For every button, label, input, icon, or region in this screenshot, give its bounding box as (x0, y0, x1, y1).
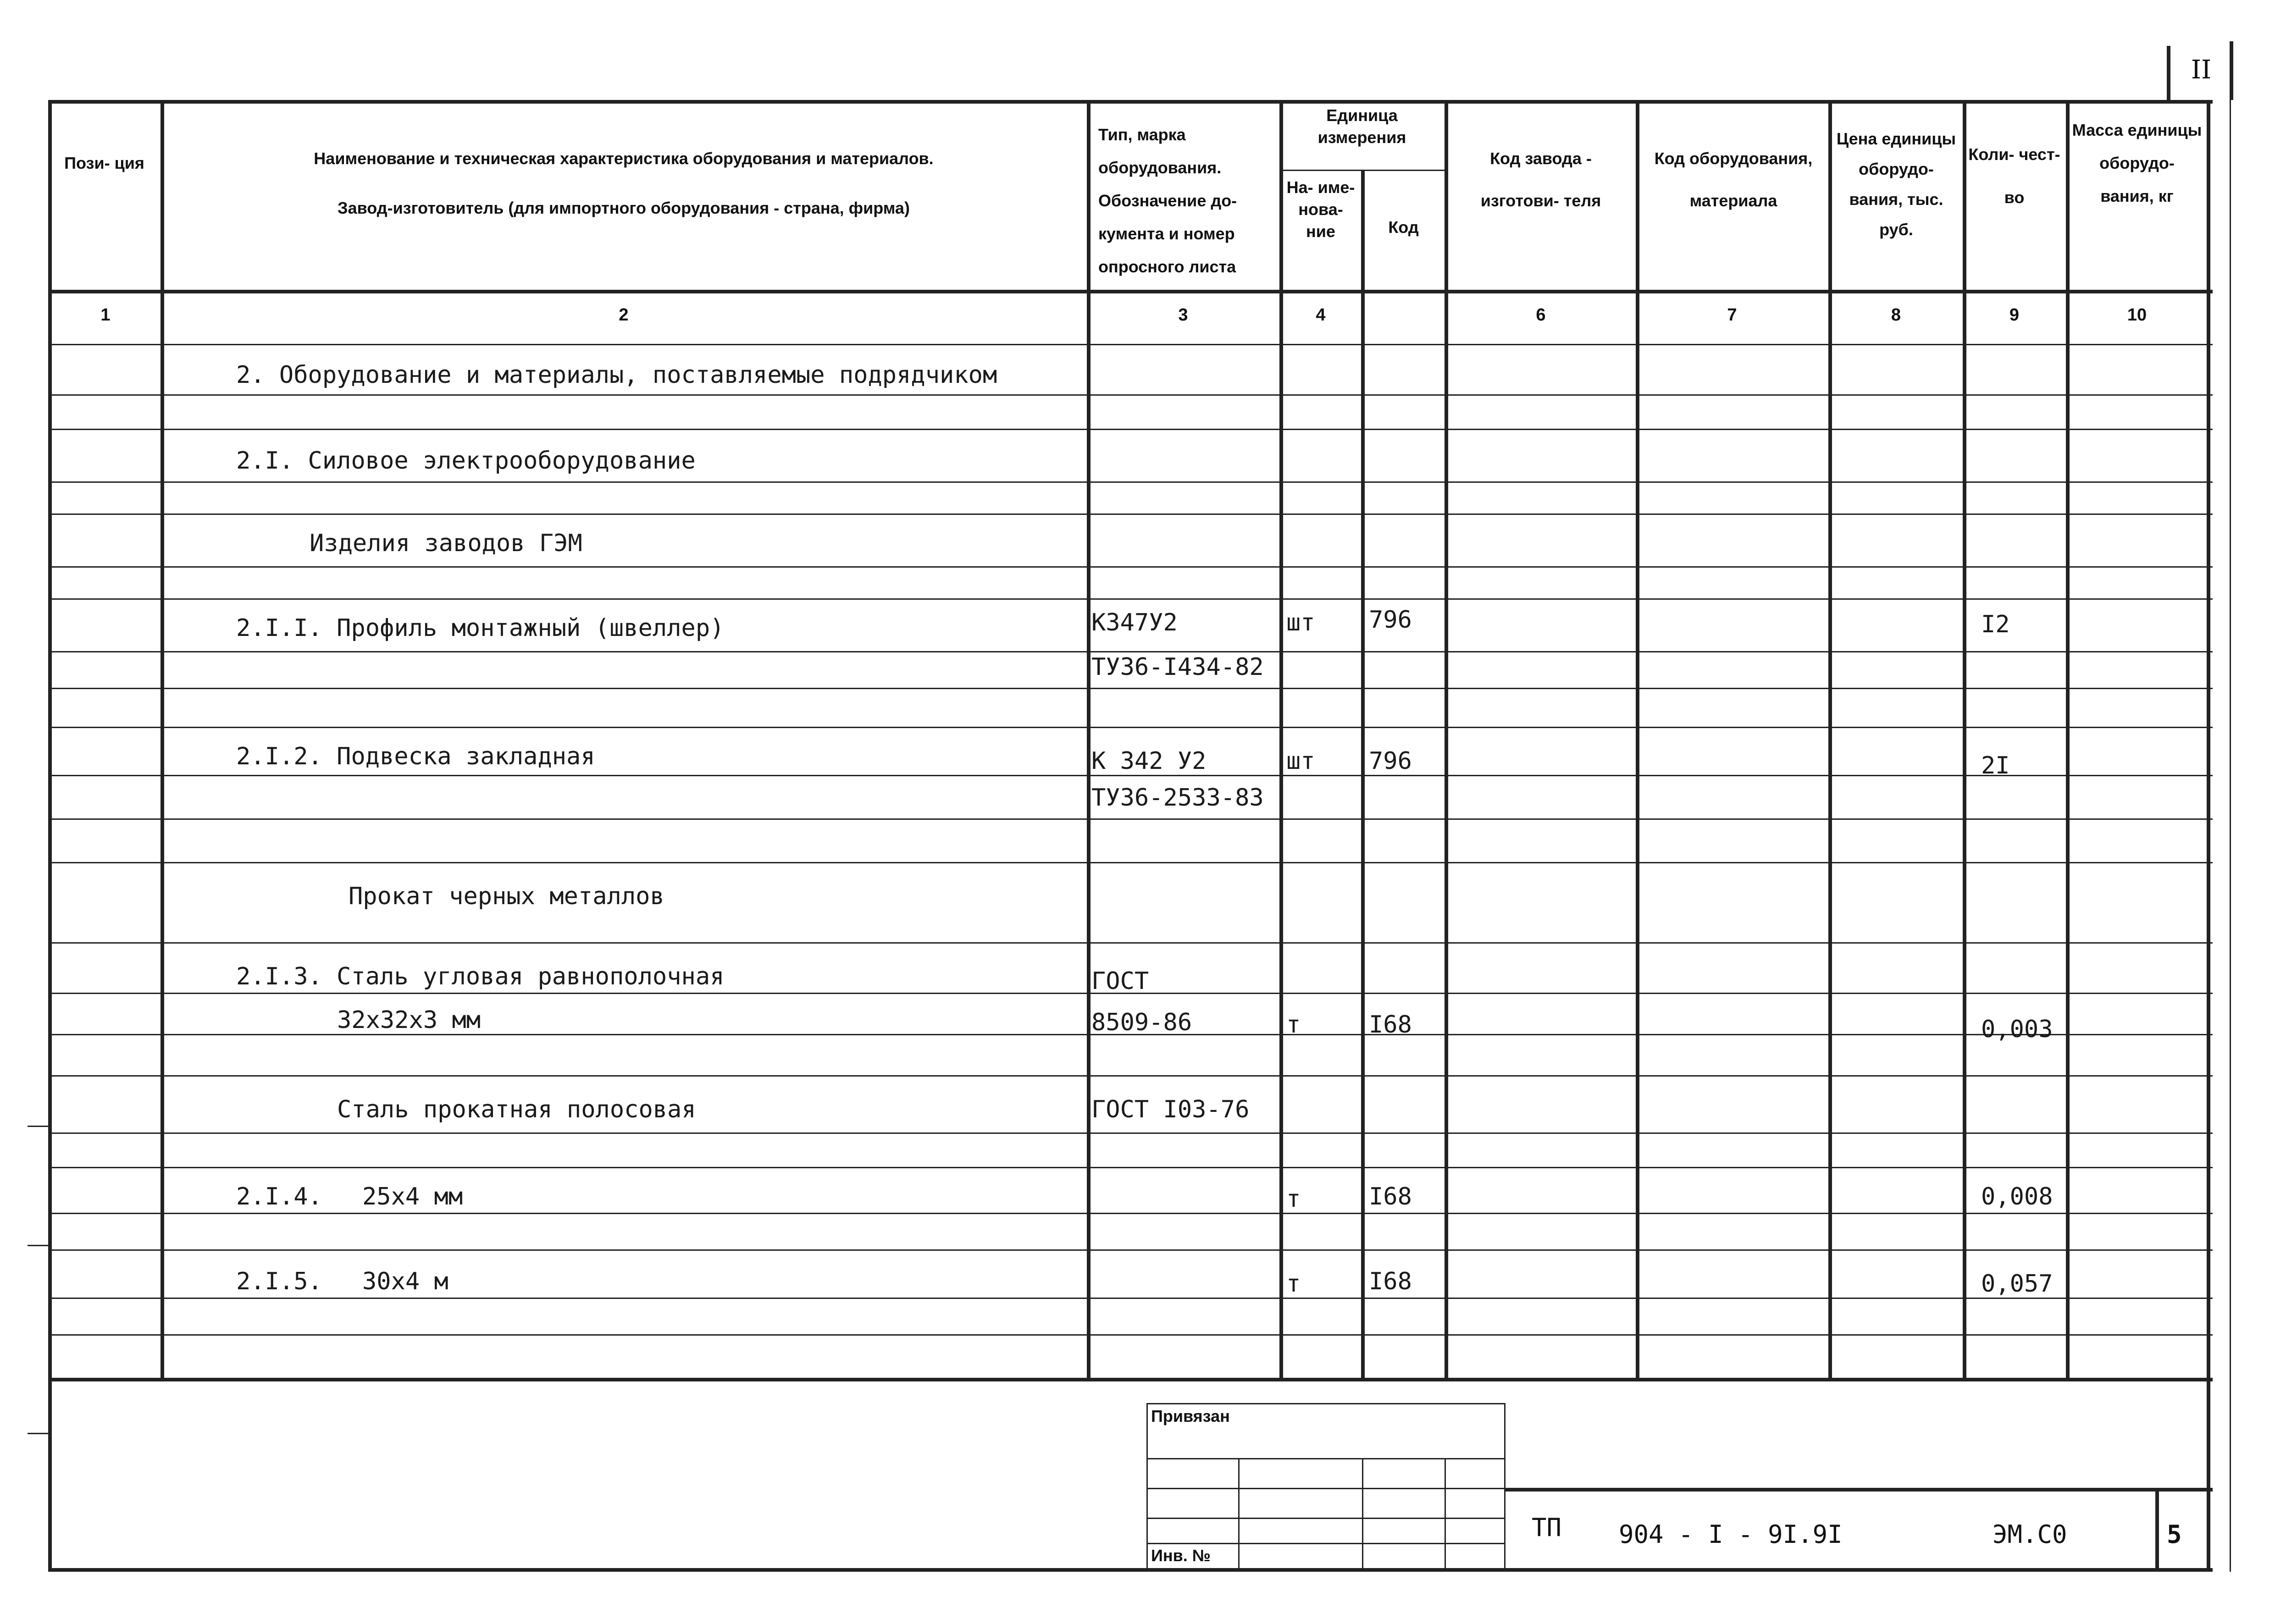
header-unit-group: Единица измерения (1317, 106, 1406, 147)
item-2-1-2-type: К 342 У2 (1091, 747, 1207, 775)
group-heading-gzm: Изделия заводов ГЭМ (310, 530, 582, 557)
header-quantity: Коли- чест- во (1968, 145, 2060, 207)
subsection-title: 2.I. Силовое электрооборудование (236, 447, 696, 475)
item-2-1-1-qty: I2 (1981, 611, 2010, 638)
header-unit-name: На- име- нова- ние (1286, 178, 1355, 241)
sheet-number: 5 (2167, 1520, 2182, 1549)
item-2-1-3-qty: 0,003 (1981, 1016, 2053, 1043)
col-number-7: 7 (1727, 305, 1737, 325)
col-number-9: 9 (2009, 305, 2020, 325)
item-2-1-2-doc: ТУ36-2533-83 (1091, 784, 1264, 812)
header-unit-code: Код (1388, 218, 1419, 237)
header-name-line2: Завод-изготовитель (для импортного оборудования - страна, фирма) (338, 199, 910, 217)
item-2-1-5-unit: т (1286, 1270, 1301, 1298)
item-2-1-5-code: I68 (1369, 1268, 1412, 1295)
item-2-1-1-doc: ТУ36-I434-82 (1091, 653, 1264, 681)
item-2-1-2-name: 2.I.2. Подвеска закладная (236, 743, 595, 770)
stamp-privyazan: Привязан (1151, 1407, 1230, 1425)
item-2-1-3-unit: т (1286, 1011, 1301, 1038)
item-2-1-2-code: 796 (1369, 747, 1412, 775)
sheet-label: II (2191, 55, 2212, 85)
header-mass: Масса единицы оборудо- вания, кг (2072, 121, 2202, 205)
item-2-1-1-type: К347У2 (1091, 609, 1178, 636)
header-equipment-code: Код оборудования, материала (1654, 149, 1813, 210)
group-heading-polos: Сталь прокатная полосовая (337, 1096, 696, 1123)
col-number-8: 8 (1891, 305, 1901, 325)
col-number-1: 1 (100, 305, 111, 325)
col-number-6: 6 (1536, 305, 1546, 325)
header-price: Цена единицы оборудо- вания, тыс. руб. (1836, 129, 1956, 239)
group-heading-polos-doc: ГОСТ I03-76 (1091, 1096, 1250, 1123)
item-2-1-3-name: 2.I.3. Сталь угловая равнополочная (236, 963, 725, 990)
header-position: Пози- ция (64, 154, 144, 172)
item-2-1-1-name: 2.I.I. Профиль монтажный (швеллер) (236, 614, 725, 642)
item-2-1-5-name: 30x4 м (362, 1268, 448, 1295)
item-2-1-4-code: I68 (1369, 1183, 1412, 1210)
header-type: Тип, марка оборудования. Обозначение до- кумента и номер опросного листа (1098, 125, 1237, 276)
doc-code-prefix: ТП (1532, 1513, 1562, 1542)
item-2-1-5-qty: 0,057 (1981, 1270, 2053, 1298)
item-2-1-1-unit: шт (1286, 609, 1315, 636)
header-factory-code: Код завода - изготови- теля (1480, 149, 1601, 210)
group-heading-prokat: Прокат черных металлов (349, 883, 664, 910)
item-2-1-4-name: 25x4 мм (362, 1183, 463, 1210)
col-number-2: 2 (619, 305, 629, 325)
item-2-1-3-doc2: 8509-86 (1091, 1009, 1192, 1036)
item-2-1-4-pos: 2.I.4. (236, 1183, 322, 1210)
doc-code-number: 904 - I - 9I.9I (1619, 1520, 1843, 1549)
item-2-1-2-qty: 2I (1981, 752, 2010, 779)
col-number-10: 10 (2127, 305, 2147, 325)
item-2-1-3-size: 32x32x3 мм (337, 1006, 481, 1034)
header-name-line1: Наименование и техническая характеристика оборудования и материалов. (314, 149, 934, 168)
item-2-1-4-unit: т (1286, 1185, 1301, 1213)
item-2-1-5-pos: 2.I.5. (236, 1268, 322, 1295)
item-2-1-3-code: I68 (1369, 1011, 1412, 1038)
col-number-3: 3 (1178, 305, 1188, 325)
item-2-1-2-unit: шт (1286, 747, 1315, 775)
col-number-4: 4 (1316, 305, 1326, 325)
doc-code-suffix: ЭМ.С0 (1993, 1520, 2067, 1549)
section-title: 2. Оборудование и материалы, поставляемые подрядчиком (236, 361, 997, 389)
item-2-1-1-code: 796 (1369, 606, 1412, 634)
item-2-1-3-doc1: ГОСТ (1091, 967, 1149, 995)
stamp-inv-number: Инв. № (1151, 1546, 1211, 1565)
item-2-1-4-qty: 0,008 (1981, 1183, 2053, 1210)
